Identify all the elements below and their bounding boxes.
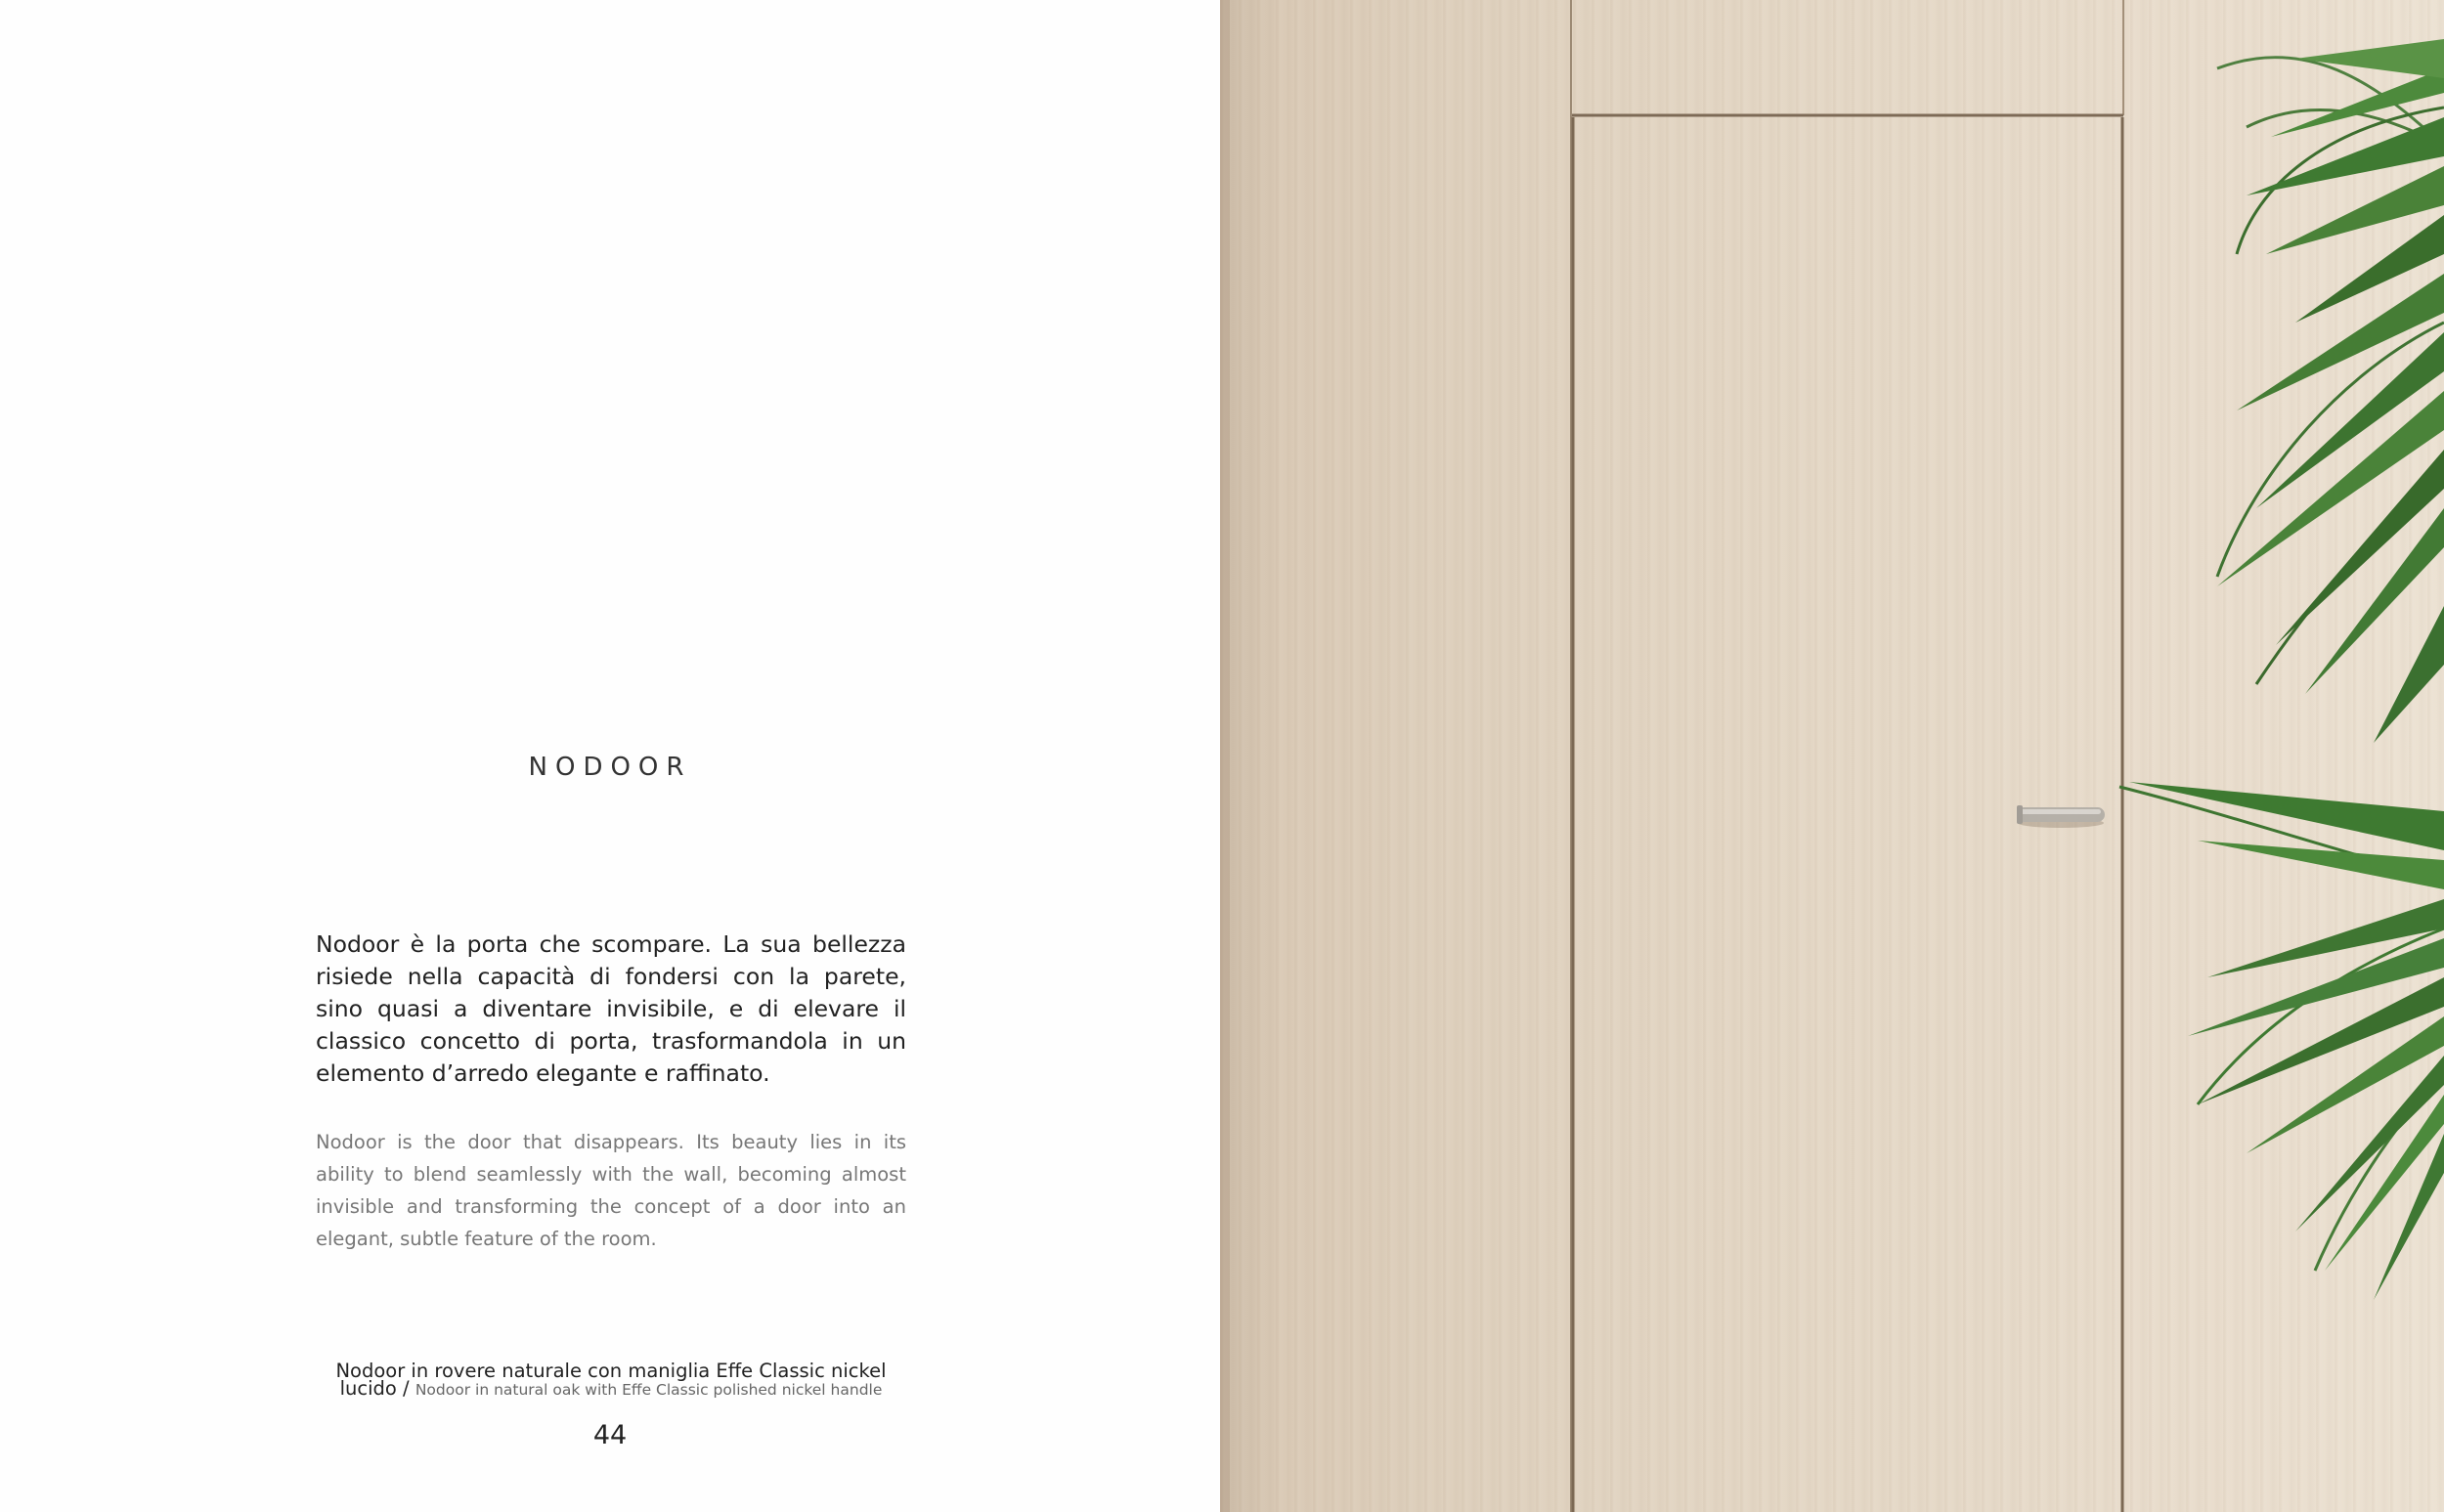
page-title: NODOOR (528, 753, 692, 782)
caption-english: Nodoor in natural oak with Effe Classic polished nickel handle (415, 1381, 883, 1399)
door-photo (1220, 0, 2444, 1512)
door-panel-icon (1220, 0, 2123, 1512)
body-text-italian: Nodoor è la porta che scompare. La sua bellezza risiede nella capacità di fondersi con la parete, sino quasi a diventare invisibile, e di elevare il classico concetto di porta, trasformandola in un elemento d’arredo elegante e raffinato. (316, 930, 906, 1087)
photo-caption (323, 1362, 899, 1399)
door-handle-icon (2017, 805, 2105, 828)
left-page (0, 0, 1220, 1512)
palm-plant-icon (2119, 39, 2444, 1300)
caption-italian: Nodoor in rovere naturale con maniglia Effe Classic nickel lucido / (335, 1360, 887, 1400)
page-number: 44 (592, 1420, 628, 1450)
body-text-english: Nodoor is the door that disappears. Its beauty lies in its ability to blend seamlessly with the wall, becoming almost invisible and transforming the concept of a door into an elegant, subtle feature of the room. (316, 1131, 906, 1250)
door-illustration (1220, 0, 2444, 1512)
